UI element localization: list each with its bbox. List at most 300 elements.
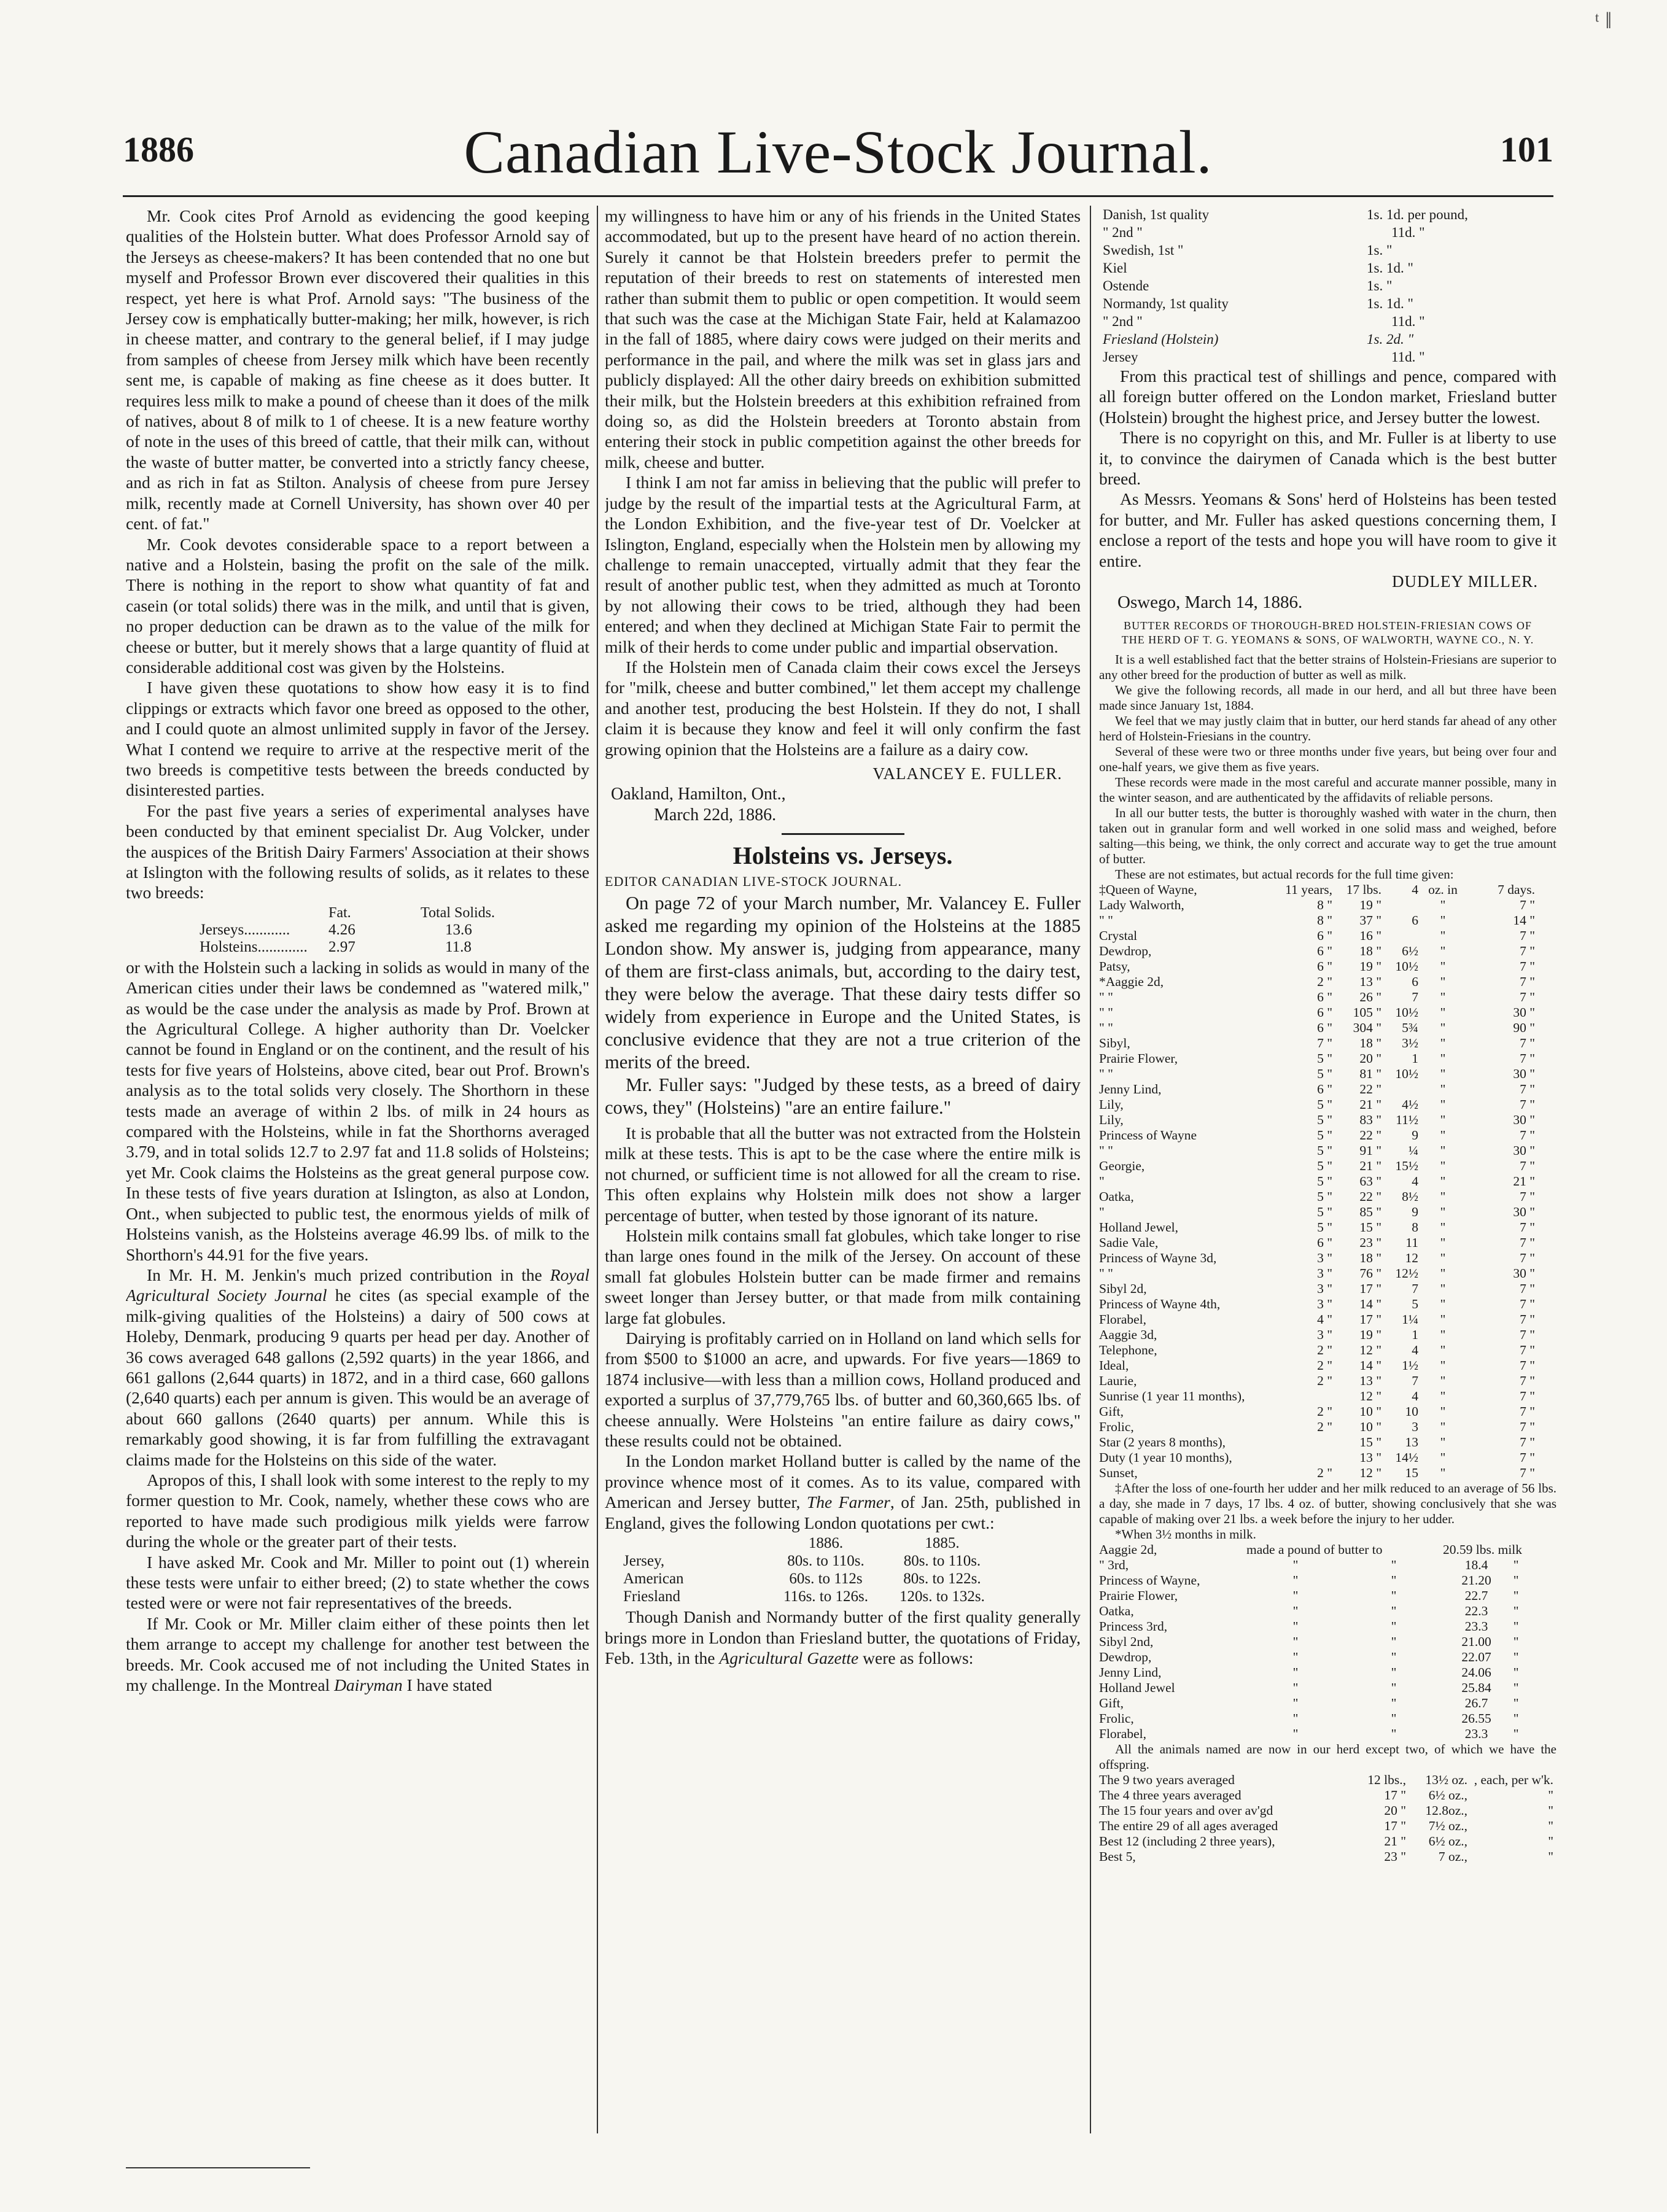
table-row (1099, 1312, 1535, 1327)
table-cell: " (1440, 898, 1446, 913)
table-cell: 3 " (1317, 1266, 1332, 1281)
table-cell: " (1440, 1189, 1446, 1205)
table-cell: 7 " (1520, 1158, 1535, 1174)
table-cell: 7 " (1520, 1082, 1535, 1097)
table-cell: 7 " (1520, 1435, 1535, 1450)
table-cell: 13 " (1359, 1450, 1381, 1465)
table-cell: 20 " (1359, 1051, 1381, 1066)
table-cell: 5 " (1317, 1051, 1332, 1066)
table-cell: " (1548, 1849, 1553, 1865)
table-cell: 7 " (1520, 1297, 1535, 1312)
table-cell: 5 " (1317, 1189, 1332, 1205)
paragraph: or with the Holstein such a lacking in solids as would in many of the American cities under their laws be condemned as "watered milk," as would be the case under the analysis as made by Prof. Brown at the Agricultural College. A higher authority than Dr. Voelcker cannot be found in England or on the continent, and the result of his tests for five years of Holsteins, above cited, bear out Prof. Brown's analysis as to the total solids very closely. The Shorthorn in these tests made an average of within 2 lbs. of milk in 24 hours as compared with the Holsteins, while in fat the Shorthorns averaged 3.79, and in total solids 12.7 to 2.97 fat and 11.8 solids of Holsteins; yet Mr. Cook claims the Holsteins as the great general purpose cow. In these tests of five years duration at Islington, as also at London, Ont., when subjected to public test, the enormous yields of milk of Holsteins vanish, as the Holsteins average 46.99 lbs. of milk to the Shorthorn's 44.91 for the five years. (126, 957, 589, 1264)
table-cell: Georgie, (1099, 1158, 1145, 1174)
table-cell: " (1548, 1788, 1553, 1803)
table-cell: 4 (1412, 1389, 1418, 1404)
table-cell: Lily, (1099, 1097, 1124, 1112)
table-row (1099, 1558, 1522, 1573)
table-cell: " (1440, 990, 1446, 1005)
table-cell: 4½ (1402, 1097, 1418, 1112)
table-cell: 1s. " (1367, 278, 1393, 293)
table-cell: " (1548, 1803, 1553, 1818)
table-cell: " (1513, 1711, 1519, 1726)
table-cell: 22.3 (1464, 1604, 1488, 1619)
table-cell: 3 " (1317, 1297, 1332, 1312)
table-cell: 2 " (1317, 1419, 1332, 1435)
table-cell: 15½ (1395, 1158, 1418, 1174)
table-cell: " (1391, 1619, 1397, 1634)
table-cell: " (1440, 1358, 1446, 1373)
table-cell: 7 " (1520, 990, 1535, 1005)
table-cell: 7 " (1520, 1189, 1535, 1205)
table-cell: 7 " (1520, 1389, 1535, 1404)
italic-title: Agricultural Gazette (719, 1648, 859, 1667)
table-cell: Holland Jewel (1099, 1680, 1175, 1696)
paragraph: As Messrs. Yeomans & Sons' herd of Holsteins has been tested for butter, and Mr. Fuller has asked questions concerning them, I enclose a report of the tests and hope you will have room to give it entire. (1099, 489, 1556, 570)
table-cell: Frolic, (1099, 1419, 1134, 1435)
table-cell: " (1391, 1650, 1397, 1665)
table-cell: Crystal (1099, 928, 1138, 944)
table-cell: 3 (1412, 1419, 1418, 1435)
table-cell: " (1440, 1419, 1446, 1435)
table-cell: 22 " (1359, 1128, 1381, 1143)
table-cell: 20 " (1384, 1803, 1406, 1818)
table-row (1099, 1297, 1535, 1312)
table-cell: 5 " (1317, 1220, 1332, 1235)
table-row (1103, 241, 1468, 259)
table-cell: 13 " (1359, 974, 1381, 990)
table-cell: 21 " (1359, 1097, 1381, 1112)
table-cell: 30 " (1513, 1005, 1535, 1020)
table-cell: 2 " (1317, 1404, 1332, 1419)
table-row (1099, 1435, 1535, 1450)
table-cell: 11 (1405, 1235, 1418, 1251)
table-cell: " (1440, 1205, 1446, 1220)
table-cell: 2 " (1317, 1373, 1332, 1389)
table-cell: The entire 29 of all ages averaged (1099, 1818, 1278, 1834)
table-cell: 5 " (1317, 1112, 1332, 1128)
table-cell: 60s. to 112s (789, 1570, 863, 1588)
table-cell: 105 " (1353, 1005, 1381, 1020)
table-cell (1381, 898, 1418, 913)
table-cell: 1s. 2d. " (1367, 332, 1414, 347)
table-row (1099, 1542, 1522, 1558)
report-paragraph: We give the following records, all made in our herd, and all but three have been made since January 1st, 1884. (1099, 683, 1556, 713)
table-cell: *Aaggie 2d, (1099, 974, 1164, 990)
table-cell: 6 " (1317, 928, 1332, 944)
table-cell: 5 " (1317, 1205, 1332, 1220)
table-cell: 3 " (1317, 1281, 1332, 1297)
column-3 (1099, 206, 1556, 2133)
table-cell: 7 " (1520, 959, 1535, 974)
table-cell: Holland Jewel, (1099, 1220, 1178, 1235)
table-cell: 17 " (1384, 1788, 1406, 1803)
table-cell: " " (1099, 1266, 1113, 1281)
table-cell: 8 " (1317, 913, 1332, 928)
table-cell: 1s. 1d. per pound, (1367, 207, 1468, 222)
table-cell: " (1440, 959, 1446, 974)
table-cell: " (1440, 1220, 1446, 1235)
table-row (1099, 1465, 1535, 1481)
table-cell: The 4 three years averaged (1099, 1788, 1242, 1803)
masthead (123, 117, 1553, 190)
table-cell: 13 " (1359, 1373, 1381, 1389)
table-cell: Jersey, (623, 1553, 665, 1570)
table-cell: 18 " (1359, 1251, 1381, 1266)
table-cell: 90 " (1513, 1020, 1535, 1036)
table-row (1099, 1327, 1535, 1343)
table-cell: 7 " (1520, 1465, 1535, 1481)
table-cell: Gift, (1099, 1696, 1124, 1711)
table-cell: 6 " (1317, 944, 1332, 959)
table-cell (1265, 1450, 1332, 1465)
table-cell: Jerseys............ (200, 921, 290, 938)
text-run: were as follows: (858, 1648, 974, 1667)
table-cell: 15 " (1359, 1435, 1381, 1450)
paragraph: Mr. Cook devotes considerable space to a report between a native and a Holstein, basing the profit on the sale of the milk. There is nothing in the report to show what quantity of fat and casein (or total solids) there was in the milk, and until that is given, no proper deduction can be drawn as to the value of the milk for cheese or butter, but it merely shows that a large quantity of fluid at considerable additional cost was given by the Holsteins. (126, 534, 589, 677)
table-cell: 120s. to 132s. (900, 1588, 985, 1605)
butter-records-table (1099, 882, 1535, 1481)
table-row (1103, 348, 1468, 366)
table-cell: 7½ oz., (1428, 1818, 1467, 1834)
header-year: 1886 (123, 130, 194, 169)
table-cell: 11d. " (1391, 225, 1425, 240)
corner-mark: ᵗ ǁ (1595, 8, 1612, 34)
table-cell: 22.07 (1461, 1650, 1491, 1665)
table-cell: Florabel, (1099, 1726, 1147, 1742)
table-cell: 13 (1405, 1435, 1418, 1450)
table-cell: 11½ (1396, 1112, 1418, 1128)
table-row (1099, 974, 1535, 990)
averages-table (1099, 1772, 1553, 1865)
table-row (1099, 1005, 1535, 1020)
paragraph (605, 1451, 1081, 1533)
table-cell: American (623, 1570, 684, 1588)
table-cell: 6 " (1317, 1020, 1332, 1036)
table-cell: " (1440, 1005, 1446, 1020)
table-cell: " (1292, 1680, 1299, 1696)
table-cell: 11.8 (445, 938, 472, 955)
table-cell: 25.84 (1461, 1680, 1491, 1696)
table-cell: 21 " (1513, 1174, 1535, 1189)
table-row (200, 939, 495, 956)
paragraph: Holstein milk contains small fat globules, which take longer to rise than large ones found in the milk of the Jersey. On account of these small fat globules Holstein butter can be made firmer and remains sweet longer than Jersey butter, or that made from milk containing large fat globules. (605, 1226, 1081, 1327)
table-row (1099, 928, 1535, 944)
table-cell: " (1440, 1143, 1446, 1158)
table-cell: 22 " (1359, 1189, 1381, 1205)
table-row (1099, 1604, 1522, 1619)
table-cell: 12 lbs., (1367, 1772, 1406, 1788)
paragraph: On page 72 of your March number, Mr. Valancey E. Fuller asked me regarding my opinion of the Holsteins at the 1885 London show. My answer is, judging from appearance, many of them are first-class animals, but, according to the dairy test, they were below the average. That these dairy tests differ so widely from experience in Europe and the United States, is conclusive evidence that they are not a true criterion of the merits of the breed. (605, 892, 1081, 1073)
table-cell: 76 " (1359, 1266, 1381, 1281)
table-row (1099, 1266, 1535, 1281)
table-row (1099, 1619, 1522, 1634)
table-cell: " (1292, 1573, 1299, 1588)
column-1 (126, 206, 589, 2133)
table-cell: " (1391, 1680, 1397, 1696)
table-header (623, 1534, 752, 1552)
table-cell: 13.6 (445, 921, 472, 938)
table-cell: Friesland (Holstein) (1103, 332, 1219, 347)
table-cell: 7 " (1520, 898, 1535, 913)
paragraph: Mr. Fuller says: "Judged by these tests, as a breed of dairy cows, they" (Holsteins) "are an entire failure." (605, 1074, 1081, 1118)
table-cell: 4 " (1317, 1312, 1332, 1327)
table-cell: 116s. to 126s. (783, 1588, 868, 1605)
table-cell: 18.4 (1464, 1558, 1488, 1573)
table-cell: The 9 two years averaged (1099, 1772, 1235, 1788)
table-row (1099, 882, 1535, 898)
table-cell: 8 (1412, 1220, 1418, 1235)
table-cell: " 3rd, (1099, 1558, 1129, 1573)
article-heading: Holsteins vs. Jerseys. (732, 841, 953, 869)
table-cell: 7 " (1520, 1097, 1535, 1112)
table-cell: Sadie Vale, (1099, 1235, 1159, 1251)
table-cell: " (1440, 1389, 1446, 1404)
paragraph: It is probable that all the butter was not extracted from the Holstein milk at these tests. This is apt to be the case where the entire milk is not churned, or sufficient time is not allowed for all the cream to rise. This often explains why Holstein milk does not show a larger percentage of butter, when tested by those ignorant of its nature. (605, 1123, 1081, 1225)
table-cell: " (1440, 1404, 1446, 1419)
table-cell: 23.3 (1464, 1619, 1488, 1634)
table-cell: Sibyl 2d, (1099, 1281, 1147, 1297)
table-cell: 22 " (1359, 1082, 1381, 1097)
table-cell: 18 " (1359, 944, 1381, 959)
table-cell: 23 " (1384, 1849, 1406, 1865)
paragraph: For the past five years a series of experimental analyses have been conducted by that eminent specialist Dr. Aug Volcker, under the auspices of the British Dairy Farmers' Association at their shows at Islington with the following results of solids, as it relates to these two breeds: (126, 801, 589, 902)
table-cell: Princess of Wayne (1099, 1128, 1197, 1143)
table-cell: 16 " (1359, 928, 1381, 944)
table-cell: 11d. " (1391, 349, 1425, 365)
table-cell: " (1391, 1588, 1397, 1604)
table-cell: " (1292, 1558, 1299, 1573)
table-row (1099, 1281, 1535, 1297)
paragraph: my willingness to have him or any of his friends in the United States accommodated, but up to the present have heard of no action therein. Surely it cannot be that Holstein breeders prefer to permit the reputation of their breeds to rest on statements of interested men rather than submit them to public or open competition. It would seem that such was the case at the Michigan State Fair, held at Kalamazoo in the fall of 1885, where dairy cows were judged on their merits and performance in the pail, and where the milk was set in glass jars and publicly displayed: All the other dairy breeds on exhibition submitted their milk, but the Holstein breeders at this exhibition refrained from doing so, as did the Holstein breeders at Toronto abstain from entering their stock in public competition against the other breeds for milk, cheese and butter. (605, 206, 1081, 472)
table-cell: Normandy, 1st quality (1103, 296, 1229, 311)
table-cell: 7 (1412, 990, 1418, 1005)
table-row (1099, 1634, 1522, 1650)
table-cell: ¼ (1408, 1143, 1418, 1158)
table-cell: 7 " (1520, 1419, 1535, 1435)
table-cell: 22.7 (1464, 1588, 1488, 1604)
table-cell: 7 " (1520, 1450, 1535, 1465)
table-cell: " (1099, 1205, 1105, 1220)
table-header-row (200, 904, 495, 922)
table-cell (1381, 1082, 1418, 1097)
text-run: If Mr. Cook or Mr. Miller claim either of these points then let them arrange to accept my challenge for another test between the breeds. Mr. Cook accused me of not including the United States in my challenge. In the Montreal (126, 1613, 589, 1695)
table-cell: 26.7 (1464, 1696, 1488, 1711)
table-row (1103, 223, 1468, 241)
table-cell: Star (2 years 8 months), (1099, 1435, 1226, 1450)
table-row (1099, 1205, 1535, 1220)
table-cell: " (1440, 1435, 1446, 1450)
table-cell: 7 (1412, 1373, 1418, 1389)
fat-solids-table (200, 904, 495, 956)
table-cell: " (1440, 1251, 1446, 1266)
table-cell: " (1391, 1696, 1397, 1711)
table-cell: Sunset, (1099, 1465, 1138, 1481)
table-cell: " (1440, 1465, 1446, 1481)
table-cell: 2.97 (328, 938, 356, 955)
paragraph (605, 1607, 1081, 1668)
table-cell: " (1513, 1650, 1519, 1665)
table-cell: " (1292, 1665, 1299, 1680)
table-cell: " (1292, 1650, 1299, 1665)
table-cell: , each, per w'k. (1474, 1772, 1553, 1788)
report-paragraph: Several of these were two or three months under five years, but being over four and one-half years, we give them as five years. (1099, 744, 1556, 775)
dateline: Oakland, Hamilton, Ont., (611, 784, 786, 804)
report-paragraph: All the animals named are now in our herd except two, of which we have the offspring. (1099, 1742, 1556, 1772)
table-cell: 26 " (1359, 990, 1381, 1005)
price-table (623, 1534, 985, 1605)
table-cell: 19 " (1359, 1327, 1381, 1343)
table-cell: Patsy, (1099, 959, 1130, 974)
table-cell: 7 " (1317, 1036, 1332, 1051)
table-row (1099, 990, 1535, 1005)
table-cell: Princess of Wayne 4th, (1099, 1297, 1221, 1312)
table-cell: Aaggie 2d, (1099, 1542, 1157, 1558)
table-cell: " (1440, 1097, 1446, 1112)
table-cell: 4 (1412, 882, 1418, 898)
table-row (1099, 1358, 1535, 1373)
report-heading: BUTTER RECORDS OF THOROUGH-BRED HOLSTEIN-FRIESIAN COWS OF THE HERD OF T. G. YEOMANS & SONS, OF WALWORTH, WAYNE CO., N. Y. (1121, 619, 1534, 646)
table-cell (1381, 928, 1418, 944)
table-cell: " (1513, 1558, 1519, 1573)
table-cell: 19 " (1359, 898, 1381, 913)
table-cell: Telephone, (1099, 1343, 1157, 1358)
table-cell: 6 " (1317, 1082, 1332, 1097)
table-cell: 24.06 (1461, 1665, 1491, 1680)
table-cell: " " (1099, 1143, 1113, 1158)
table-cell: " (1099, 1174, 1105, 1189)
italic-title: Royal Agricultural Society Journal (126, 1265, 589, 1305)
page-number: 101 (1500, 130, 1553, 169)
table-row (1103, 312, 1468, 330)
paragraph: I think I am not far amiss in believing that the public will prefer to judge by the result of the impartial tests at the Agricultural Farm, at the London Exhibition, and the five-year test of Dr. Voelcker at Islington, England, especially when the Holstein men by allowing my challenge to remain unaccepted, virtually admit that they fear the result of another public test, when they admitted as much at Toronto by not allowing their cows to be tried, although they had been entered; and when they declined at Michigan State Fair to permit the milk of their herds to come under public and impartial observation. (605, 473, 1081, 656)
table-cell: 7 days. (1498, 882, 1535, 898)
table-cell (1265, 1435, 1332, 1450)
report-paragraph: *When 3½ months in milk. (1115, 1527, 1256, 1542)
table-cell: 91 " (1359, 1143, 1381, 1158)
table-row (1099, 1373, 1535, 1389)
table-cell: " (1292, 1696, 1299, 1711)
paragraph: Mr. Cook cites Prof Arnold as evidencing the good keeping qualities of the Holstein butter. What does Professor Arnold say of the Jerseys as cheese-makers? It has been contended that no one but myself and Professor Brown ever discovered their qualities in this respect, yet here is what Prof. Arnold says: "The business of the Jersey cow is emphatically butter-making; her milk, however, is rich in cheese matter, and contrary to the general belief, if I may judge from samples of cheese from Jersey milk which have been recently sent me, is capable of making as fine cheese as it does butter. It requires less milk to make a pound of cheese than it does of the milk of natives, about 8 of milk to 1 of cheese. It is a new feature worthy of note in the uses of this breed of cattle, that their milk can, without the waste of butter matter, be converted into a strictly fancy cheese, and as rich in fat as Stilton. Analysis of cheese from pure Jersey milk, recently made at Cornell University, has shown over 40 per cent. of fat." (126, 206, 589, 534)
table-cell: 30 " (1513, 1066, 1535, 1082)
table-cell: Jersey (1103, 349, 1138, 365)
table-row (1099, 1020, 1535, 1036)
table-cell: 14 " (1359, 1297, 1381, 1312)
table-cell: 10½ (1395, 1066, 1418, 1082)
section-divider (782, 833, 904, 835)
italic-title: The Farmer (806, 1492, 890, 1512)
table-cell: 9 (1412, 1205, 1418, 1220)
table-row (1099, 913, 1535, 928)
header-rule (123, 195, 1553, 197)
table-cell: 7 " (1520, 1128, 1535, 1143)
table-cell: ‡Queen of Wayne, (1099, 882, 1197, 898)
table-cell: 10½ (1395, 959, 1418, 974)
table-cell: 4 (1412, 1174, 1418, 1189)
table-cell: 10 " (1359, 1419, 1381, 1435)
table-cell: " (1440, 1051, 1446, 1066)
table-cell: 7 " (1520, 1358, 1535, 1373)
table-row (1099, 1834, 1553, 1849)
table-row (1103, 330, 1468, 348)
table-cell: " (1391, 1573, 1397, 1588)
table-cell: " (1440, 1128, 1446, 1143)
table-cell: " " (1099, 913, 1113, 928)
table-cell: 2 " (1317, 974, 1332, 990)
table-cell: 7 " (1520, 974, 1535, 990)
table-cell: " (1513, 1604, 1519, 1619)
table-row (1099, 1772, 1553, 1788)
table-cell: 5 " (1317, 1174, 1332, 1189)
table-cell: 3 " (1317, 1327, 1332, 1343)
table-cell: 80s. to 110s. (903, 1553, 981, 1570)
table-cell: Lily, (1099, 1112, 1124, 1128)
table-cell: Sibyl 2nd, (1099, 1634, 1154, 1650)
table-cell: 5 " (1317, 1143, 1332, 1158)
report-paragraph: These are not estimates, but actual records for the full time given: (1115, 867, 1454, 882)
table-cell: 17 " (1359, 1281, 1381, 1297)
table-cell: 14 " (1359, 1358, 1381, 1373)
column-divider (597, 206, 598, 2133)
table-row (1103, 295, 1468, 312)
text-run: Though Danish and Normandy butter of the first quality generally brings more in London than Friesland butter, the quotations of Friday, Feb. 13th, in the (605, 1607, 1081, 1667)
table-cell: Florabel, (1099, 1312, 1147, 1327)
table-cell: Lady Walworth, (1099, 898, 1184, 913)
paragraph: Apropos of this, I shall look with some interest to the reply to my former question to Mr. Cook, namely, whether these cows who are reported to have made such prodigious milk yields were farrow during the whole or the greater part of their tests. (126, 1470, 589, 1551)
table-cell: 2 " (1317, 1343, 1332, 1358)
paragraph: I have given these quotations to show how easy it is to find clippings or extracts which favor one breed as opposed to the other, and I could quote an almost unlimited supply in favor of the Jersey. What I contend we require to arrive at the respective merit of the two breeds is competitive tests between the breeds conducted by disinterested parties. (126, 678, 589, 800)
table-header: 1885. (925, 1535, 960, 1552)
table-cell: 21.00 (1461, 1634, 1491, 1650)
table-cell: 3 " (1317, 1251, 1332, 1266)
table-cell: " (1391, 1604, 1397, 1619)
table-row (1099, 1220, 1535, 1235)
table-cell: Prairie Flower, (1099, 1051, 1178, 1066)
table-cell: " (1292, 1711, 1299, 1726)
table-row (1099, 1051, 1535, 1066)
table-cell: 23 " (1359, 1235, 1381, 1251)
table-cell: 6 (1412, 974, 1418, 990)
table-row (1099, 1588, 1522, 1604)
table-row (1099, 1343, 1535, 1358)
table-cell: " " (1099, 1005, 1113, 1020)
table-cell: " (1513, 1573, 1519, 1588)
butter-ratio-table (1099, 1542, 1522, 1742)
table-cell: 5 " (1317, 1158, 1332, 1174)
table-cell: 304 " (1353, 1020, 1381, 1036)
table-cell: Holsteins............. (200, 938, 308, 955)
table-cell: made a pound of butter to (1246, 1542, 1383, 1558)
table-cell: The 15 four years and over av'gd (1099, 1803, 1273, 1818)
table-cell (1265, 1389, 1332, 1404)
table-cell: 80s. to 122s. (903, 1570, 981, 1588)
paragraph: Dairying is profitably carried on in Holland on land which sells for from $500 to $1000 an acre, and upwards. For five years—1869 to 1874 inclusive—with less than a million cows, Holland produced and exported a surplus of 37,779,765 lbs. of butter and 60,360,665 lbs. of cheese annually. Were Holsteins "an entire failure as dairy cows," these results could not be obtained. (605, 1329, 1081, 1451)
table-cell: 7 " (1520, 1251, 1535, 1266)
table-cell: 20.59 lbs. milk (1443, 1542, 1523, 1558)
table-cell: 5¾ (1402, 1020, 1418, 1036)
table-cell: 13½ oz. (1425, 1772, 1467, 1788)
table-cell: Oatka, (1099, 1604, 1134, 1619)
table-cell: 2 " (1317, 1465, 1332, 1481)
table-cell: 10 (1405, 1404, 1418, 1419)
table-row (1099, 1726, 1522, 1742)
table-cell: " 2nd " (1103, 314, 1143, 329)
table-cell: 7 " (1520, 928, 1535, 944)
table-cell: 26.55 (1461, 1711, 1491, 1726)
table-cell: 21 " (1384, 1834, 1406, 1849)
table-cell: " (1391, 1558, 1397, 1573)
table-cell: Jenny Lind, (1099, 1665, 1162, 1680)
